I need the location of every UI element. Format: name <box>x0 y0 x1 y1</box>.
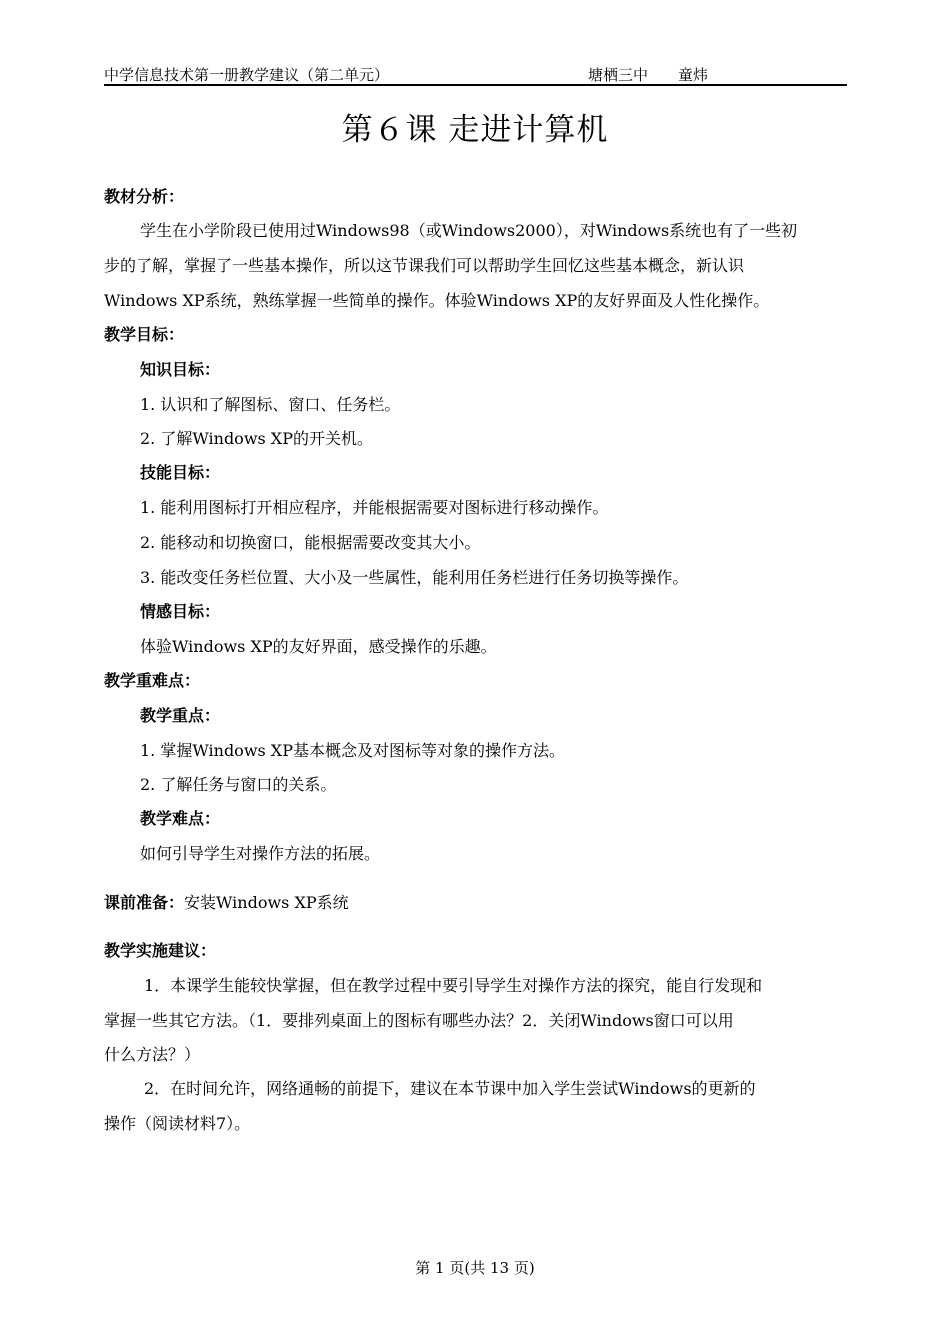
difficulty-text: 如何引导学生对操作方法的拓展。 <box>140 844 381 863</box>
header-school: 塘栖三中 <box>588 66 649 84</box>
header-author: 童炜 <box>678 66 709 84</box>
analysis-heading: 教材分析： <box>104 187 185 206</box>
prep-text: 安装Windows XP系统 <box>184 893 349 912</box>
emotion-goal-text: 体验Windows XP的友好界面，感受操作的乐趣。 <box>140 637 497 656</box>
skill-goal-item: 2. 能移动和切换窗口，能根据需要改变其大小。 <box>140 533 481 552</box>
difficulty-heading: 教学难点： <box>140 809 221 828</box>
analysis-text-line-3: Windows XP系统，熟练掌握一些简单的操作。体验Windows XP的友好界面及人性化操作。 <box>104 291 770 310</box>
analysis-text-line-2: 步的了解，掌握了一些基本操作，所以这节课我们可以帮助学生回忆这些基本概念，新认识 <box>104 256 745 275</box>
goals-heading: 教学目标： <box>104 325 185 344</box>
knowledge-goal-item: 1. 认识和了解图标、窗口、任务栏。 <box>140 395 401 414</box>
advice-text-line: 什么方法？） <box>104 1045 201 1064</box>
skill-goals-heading: 技能目标： <box>140 463 221 482</box>
prep-line <box>104 890 349 913</box>
emotion-goals-heading: 情感目标： <box>140 602 221 621</box>
page-header <box>104 62 847 86</box>
header-course-title: 中学信息技术第一册教学建议（第二单元） <box>104 66 390 84</box>
advice-text-line: 1．本课学生能较快掌握，但在教学过程中要引导学生对操作方法的探究，能自行发现和 <box>144 976 763 995</box>
focus-heading: 教学重点： <box>140 706 221 725</box>
lesson-title: 第６课 走进计算机 <box>341 112 609 148</box>
keypoints-heading: 教学重难点： <box>104 671 201 690</box>
advice-text-line: 掌握一些其它方法。（1．要排列桌面上的图标有哪些办法？2．关闭Windows窗口可以用 <box>104 1011 734 1030</box>
skill-goal-item: 3. 能改变任务栏位置、大小及一些属性，能利用任务栏进行任务切换等操作。 <box>140 568 689 587</box>
advice-text-line: 操作（阅读材料7）。 <box>104 1114 251 1133</box>
skill-goal-item: 1. 能利用图标打开相应程序，并能根据需要对图标进行移动操作。 <box>140 498 609 517</box>
analysis-text-line-1: 学生在小学阶段已使用过Windows98（或Windows2000），对Windows系统也有了一些初 <box>140 221 798 240</box>
advice-text-line: 2．在时间允许，网络通畅的前提下，建议在本节课中加入学生尝试Windows的更新的 <box>144 1079 756 1098</box>
knowledge-goal-item: 2. 了解Windows XP的开关机。 <box>140 429 373 448</box>
page-footer: 第 1 页(共 13 页) <box>415 1259 535 1277</box>
focus-item: 1. 掌握Windows XP基本概念及对图标等对象的操作方法。 <box>140 741 565 760</box>
advice-heading: 教学实施建议： <box>104 941 217 960</box>
focus-item: 2. 了解任务与窗口的关系。 <box>140 775 337 794</box>
knowledge-goals-heading: 知识目标： <box>140 360 221 379</box>
prep-heading: 课前准备： <box>104 893 185 912</box>
